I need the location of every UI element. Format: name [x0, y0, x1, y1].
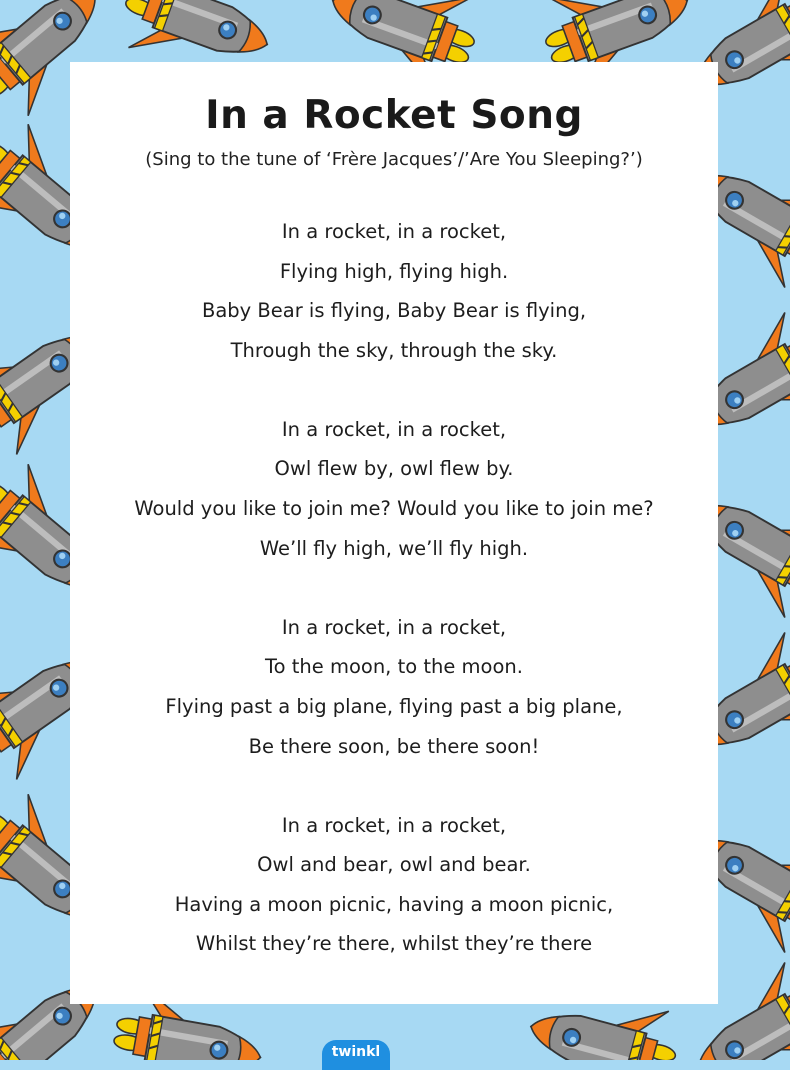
verse-1 [70, 212, 718, 370]
verse-line: In a rocket, in a rocket, [281, 220, 507, 243]
verse-line: Owl and bear, owl and bear. [257, 853, 531, 877]
verse-line: In a rocket, in a rocket, [281, 417, 507, 441]
page-subtitle: (Sing to the tune of ‘Frère Jacques’/’Are You Sleeping?’) [145, 149, 643, 170]
twinkl-logo: twinkl [322, 1040, 390, 1070]
verse-line: Baby Bear is flying, Baby Bear is flying, [201, 299, 587, 323]
verse-line: Flying high, flying high. [279, 259, 509, 283]
verse-line: Through the sky, through the sky. [230, 338, 558, 362]
song-sheet-card [70, 62, 718, 1004]
verse-2 [70, 410, 718, 568]
verse-line: Would you like to join me? Would you like to join me? [134, 497, 654, 521]
verse-line: We’ll fly high, we’ll fly high. [259, 536, 529, 560]
verse-line: In a rocket, in a rocket, [281, 615, 507, 639]
verse-line: Owl flew by, owl flew by. [274, 457, 514, 481]
verse-line: Having a moon picnic, having a moon picnic, [174, 892, 614, 916]
verse-line: In a rocket, in a rocket, [281, 813, 507, 837]
verse-line: Flying past a big plane, flying past a big plane, [165, 694, 623, 718]
verse-4 [70, 806, 718, 964]
verse-line: Be there soon, be there soon! [248, 734, 540, 758]
verse-3 [70, 608, 718, 766]
song-verses [70, 212, 718, 964]
verse-line: Whilst they’re there, whilst they’re there [195, 932, 593, 956]
page-title: In a Rocket Song [205, 93, 583, 138]
verse-line: To the moon, to the moon. [265, 655, 523, 679]
